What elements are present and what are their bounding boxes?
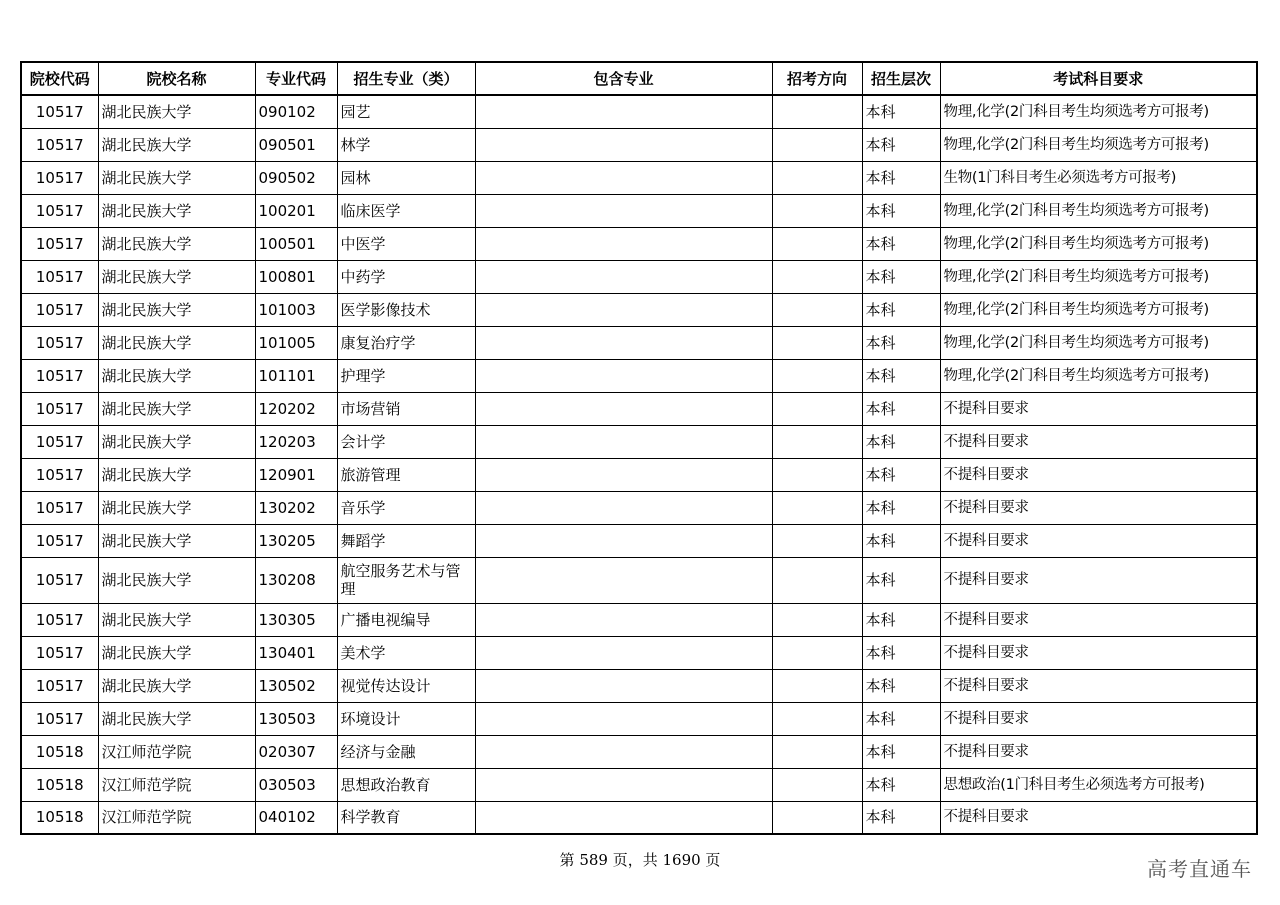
cell-school-code: 10517 [21, 161, 98, 194]
cell-major-code: 100501 [255, 227, 337, 260]
cell-school-name: 湖北民族大学 [98, 425, 255, 458]
cell-major: 科学教育 [337, 801, 475, 834]
cell-major: 康复治疗学 [337, 326, 475, 359]
header-school-code: 院校代码 [21, 62, 98, 95]
cell-requirement: 不提科目要求 [940, 458, 1257, 491]
header-major: 招生专业（类） [337, 62, 475, 95]
cell-school-code: 10517 [21, 359, 98, 392]
cell-included-majors [475, 95, 772, 128]
cell-direction [772, 194, 862, 227]
cell-level: 本科 [862, 491, 940, 524]
cell-level: 本科 [862, 392, 940, 425]
cell-direction [772, 95, 862, 128]
cell-school-code: 10518 [21, 735, 98, 768]
cell-major-code: 120901 [255, 458, 337, 491]
cell-school-name: 湖北民族大学 [98, 392, 255, 425]
header-requirement: 考试科目要求 [940, 62, 1257, 95]
cell-school-code: 10517 [21, 636, 98, 669]
cell-major: 广播电视编导 [337, 603, 475, 636]
cell-major: 思想政治教育 [337, 768, 475, 801]
cell-major-code: 130208 [255, 557, 337, 603]
cell-school-code: 10517 [21, 425, 98, 458]
cell-requirement: 不提科目要求 [940, 425, 1257, 458]
cell-requirement: 物理,化学(2门科目考生均须选考方可报考) [940, 128, 1257, 161]
cell-major: 护理学 [337, 359, 475, 392]
cell-major-code: 130205 [255, 524, 337, 557]
table-row [21, 194, 1257, 227]
cell-level: 本科 [862, 260, 940, 293]
cell-major: 音乐学 [337, 491, 475, 524]
cell-school-name: 湖北民族大学 [98, 524, 255, 557]
cell-direction [772, 128, 862, 161]
cell-requirement: 不提科目要求 [940, 392, 1257, 425]
cell-school-name: 湖北民族大学 [98, 669, 255, 702]
cell-major: 园林 [337, 161, 475, 194]
cell-major: 视觉传达设计 [337, 669, 475, 702]
cell-requirement: 物理,化学(2门科目考生均须选考方可报考) [940, 359, 1257, 392]
table-row [21, 128, 1257, 161]
cell-requirement: 物理,化学(2门科目考生均须选考方可报考) [940, 260, 1257, 293]
cell-level: 本科 [862, 603, 940, 636]
cell-major-code: 130401 [255, 636, 337, 669]
cell-requirement: 不提科目要求 [940, 636, 1257, 669]
header-row [21, 62, 1257, 95]
cell-major: 市场营销 [337, 392, 475, 425]
cell-school-code: 10518 [21, 768, 98, 801]
cell-major: 航空服务艺术与管理 [337, 557, 475, 603]
cell-major: 临床医学 [337, 194, 475, 227]
header-included-majors: 包含专业 [475, 62, 772, 95]
cell-direction [772, 161, 862, 194]
header-level: 招生层次 [862, 62, 940, 95]
cell-direction [772, 491, 862, 524]
cell-included-majors [475, 702, 772, 735]
cell-requirement: 不提科目要求 [940, 669, 1257, 702]
cell-school-code: 10517 [21, 95, 98, 128]
cell-requirement: 物理,化学(2门科目考生均须选考方可报考) [940, 227, 1257, 260]
cell-major: 会计学 [337, 425, 475, 458]
table-row [21, 458, 1257, 491]
cell-major: 舞蹈学 [337, 524, 475, 557]
table-row [21, 669, 1257, 702]
cell-direction [772, 768, 862, 801]
cell-included-majors [475, 128, 772, 161]
cell-requirement: 不提科目要求 [940, 557, 1257, 603]
cell-included-majors [475, 801, 772, 834]
cell-major-code: 101003 [255, 293, 337, 326]
cell-requirement: 不提科目要求 [940, 603, 1257, 636]
table-row [21, 392, 1257, 425]
cell-direction [772, 392, 862, 425]
cell-direction [772, 260, 862, 293]
cell-major: 中医学 [337, 227, 475, 260]
cell-school-code: 10517 [21, 524, 98, 557]
table-row [21, 293, 1257, 326]
cell-school-code: 10517 [21, 603, 98, 636]
cell-school-name: 湖北民族大学 [98, 326, 255, 359]
cell-major-code: 040102 [255, 801, 337, 834]
cell-level: 本科 [862, 95, 940, 128]
header-school-name: 院校名称 [98, 62, 255, 95]
cell-school-code: 10517 [21, 260, 98, 293]
cell-level: 本科 [862, 458, 940, 491]
cell-level: 本科 [862, 128, 940, 161]
cell-school-code: 10517 [21, 194, 98, 227]
cell-included-majors [475, 458, 772, 491]
cell-requirement: 不提科目要求 [940, 801, 1257, 834]
cell-school-name: 湖北民族大学 [98, 702, 255, 735]
cell-included-majors [475, 293, 772, 326]
cell-requirement: 不提科目要求 [940, 735, 1257, 768]
page-number: 第 589 页，共 1690 页 [559, 851, 721, 869]
cell-requirement: 不提科目要求 [940, 491, 1257, 524]
cell-direction [772, 801, 862, 834]
table-row [21, 227, 1257, 260]
cell-included-majors [475, 603, 772, 636]
cell-major: 中药学 [337, 260, 475, 293]
cell-major: 环境设计 [337, 702, 475, 735]
cell-school-name: 湖北民族大学 [98, 359, 255, 392]
cell-requirement: 不提科目要求 [940, 524, 1257, 557]
cell-school-name: 汉江师范学院 [98, 735, 255, 768]
cell-school-name: 湖北民族大学 [98, 491, 255, 524]
cell-direction [772, 425, 862, 458]
cell-included-majors [475, 768, 772, 801]
cell-school-name: 湖北民族大学 [98, 458, 255, 491]
cell-included-majors [475, 260, 772, 293]
cell-school-name: 湖北民族大学 [98, 227, 255, 260]
cell-school-name: 湖北民族大学 [98, 293, 255, 326]
cell-included-majors [475, 227, 772, 260]
cell-major-code: 130502 [255, 669, 337, 702]
cell-level: 本科 [862, 801, 940, 834]
cell-direction [772, 293, 862, 326]
table-row [21, 161, 1257, 194]
cell-major: 林学 [337, 128, 475, 161]
cell-requirement: 物理,化学(2门科目考生均须选考方可报考) [940, 194, 1257, 227]
cell-direction [772, 524, 862, 557]
cell-included-majors [475, 392, 772, 425]
cell-included-majors [475, 669, 772, 702]
cell-school-code: 10517 [21, 491, 98, 524]
cell-major-code: 130503 [255, 702, 337, 735]
cell-direction [772, 458, 862, 491]
cell-school-code: 10517 [21, 227, 98, 260]
cell-requirement: 物理,化学(2门科目考生均须选考方可报考) [940, 326, 1257, 359]
cell-direction [772, 359, 862, 392]
cell-included-majors [475, 194, 772, 227]
cell-direction [772, 603, 862, 636]
cell-direction [772, 227, 862, 260]
cell-school-name: 湖北民族大学 [98, 557, 255, 603]
cell-major-code: 090102 [255, 95, 337, 128]
cell-school-name: 汉江师范学院 [98, 801, 255, 834]
header-direction: 招考方向 [772, 62, 862, 95]
cell-major-code: 130305 [255, 603, 337, 636]
cell-included-majors [475, 491, 772, 524]
cell-school-name: 湖北民族大学 [98, 128, 255, 161]
cell-school-name: 湖北民族大学 [98, 636, 255, 669]
cell-major-code: 101005 [255, 326, 337, 359]
cell-direction [772, 557, 862, 603]
cell-level: 本科 [862, 669, 940, 702]
cell-school-code: 10517 [21, 702, 98, 735]
cell-major: 美术学 [337, 636, 475, 669]
cell-requirement: 思想政治(1门科目考生必须选考方可报考) [940, 768, 1257, 801]
cell-level: 本科 [862, 161, 940, 194]
cell-requirement: 不提科目要求 [940, 702, 1257, 735]
table-row [21, 326, 1257, 359]
table-row [21, 636, 1257, 669]
admissions-table [20, 61, 1258, 835]
table-row [21, 260, 1257, 293]
cell-school-code: 10517 [21, 557, 98, 603]
table-row [21, 768, 1257, 801]
table-row [21, 491, 1257, 524]
cell-requirement: 物理,化学(2门科目考生均须选考方可报考) [940, 293, 1257, 326]
cell-included-majors [475, 735, 772, 768]
cell-major: 经济与金融 [337, 735, 475, 768]
cell-included-majors [475, 161, 772, 194]
cell-included-majors [475, 524, 772, 557]
watermark: 高考直通车 [1147, 857, 1252, 881]
cell-major-code: 090501 [255, 128, 337, 161]
cell-school-code: 10517 [21, 326, 98, 359]
cell-school-code: 10517 [21, 128, 98, 161]
cell-level: 本科 [862, 735, 940, 768]
table-row [21, 735, 1257, 768]
cell-level: 本科 [862, 524, 940, 557]
table-row [21, 702, 1257, 735]
cell-included-majors [475, 557, 772, 603]
cell-direction [772, 326, 862, 359]
cell-school-name: 湖北民族大学 [98, 260, 255, 293]
cell-major: 园艺 [337, 95, 475, 128]
cell-level: 本科 [862, 702, 940, 735]
cell-major: 旅游管理 [337, 458, 475, 491]
cell-requirement: 物理,化学(2门科目考生均须选考方可报考) [940, 95, 1257, 128]
cell-level: 本科 [862, 227, 940, 260]
cell-level: 本科 [862, 425, 940, 458]
table-row [21, 95, 1257, 128]
cell-major: 医学影像技术 [337, 293, 475, 326]
cell-included-majors [475, 425, 772, 458]
cell-major-code: 130202 [255, 491, 337, 524]
table-row [21, 557, 1257, 603]
cell-school-code: 10517 [21, 669, 98, 702]
cell-major-code: 101101 [255, 359, 337, 392]
cell-school-name: 汉江师范学院 [98, 768, 255, 801]
cell-school-code: 10517 [21, 293, 98, 326]
cell-direction [772, 735, 862, 768]
table-row [21, 603, 1257, 636]
cell-level: 本科 [862, 293, 940, 326]
cell-school-name: 湖北民族大学 [98, 95, 255, 128]
table-row [21, 359, 1257, 392]
cell-included-majors [475, 326, 772, 359]
cell-direction [772, 636, 862, 669]
cell-school-code: 10517 [21, 458, 98, 491]
cell-level: 本科 [862, 636, 940, 669]
cell-major-code: 120202 [255, 392, 337, 425]
cell-school-code: 10518 [21, 801, 98, 834]
cell-school-name: 湖北民族大学 [98, 161, 255, 194]
cell-direction [772, 702, 862, 735]
cell-school-name: 湖北民族大学 [98, 603, 255, 636]
table-row [21, 801, 1257, 834]
cell-level: 本科 [862, 359, 940, 392]
cell-major-code: 090502 [255, 161, 337, 194]
table-body [21, 95, 1257, 834]
cell-school-code: 10517 [21, 392, 98, 425]
cell-included-majors [475, 636, 772, 669]
cell-major-code: 120203 [255, 425, 337, 458]
cell-level: 本科 [862, 194, 940, 227]
cell-direction [772, 669, 862, 702]
cell-level: 本科 [862, 326, 940, 359]
cell-major-code: 100201 [255, 194, 337, 227]
cell-requirement: 生物(1门科目考生必须选考方可报考) [940, 161, 1257, 194]
cell-major-code: 020307 [255, 735, 337, 768]
table-row [21, 524, 1257, 557]
cell-included-majors [475, 359, 772, 392]
table-row [21, 425, 1257, 458]
cell-school-name: 湖北民族大学 [98, 194, 255, 227]
cell-level: 本科 [862, 768, 940, 801]
cell-level: 本科 [862, 557, 940, 603]
header-major-code: 专业代码 [255, 62, 337, 95]
cell-major-code: 030503 [255, 768, 337, 801]
cell-major-code: 100801 [255, 260, 337, 293]
